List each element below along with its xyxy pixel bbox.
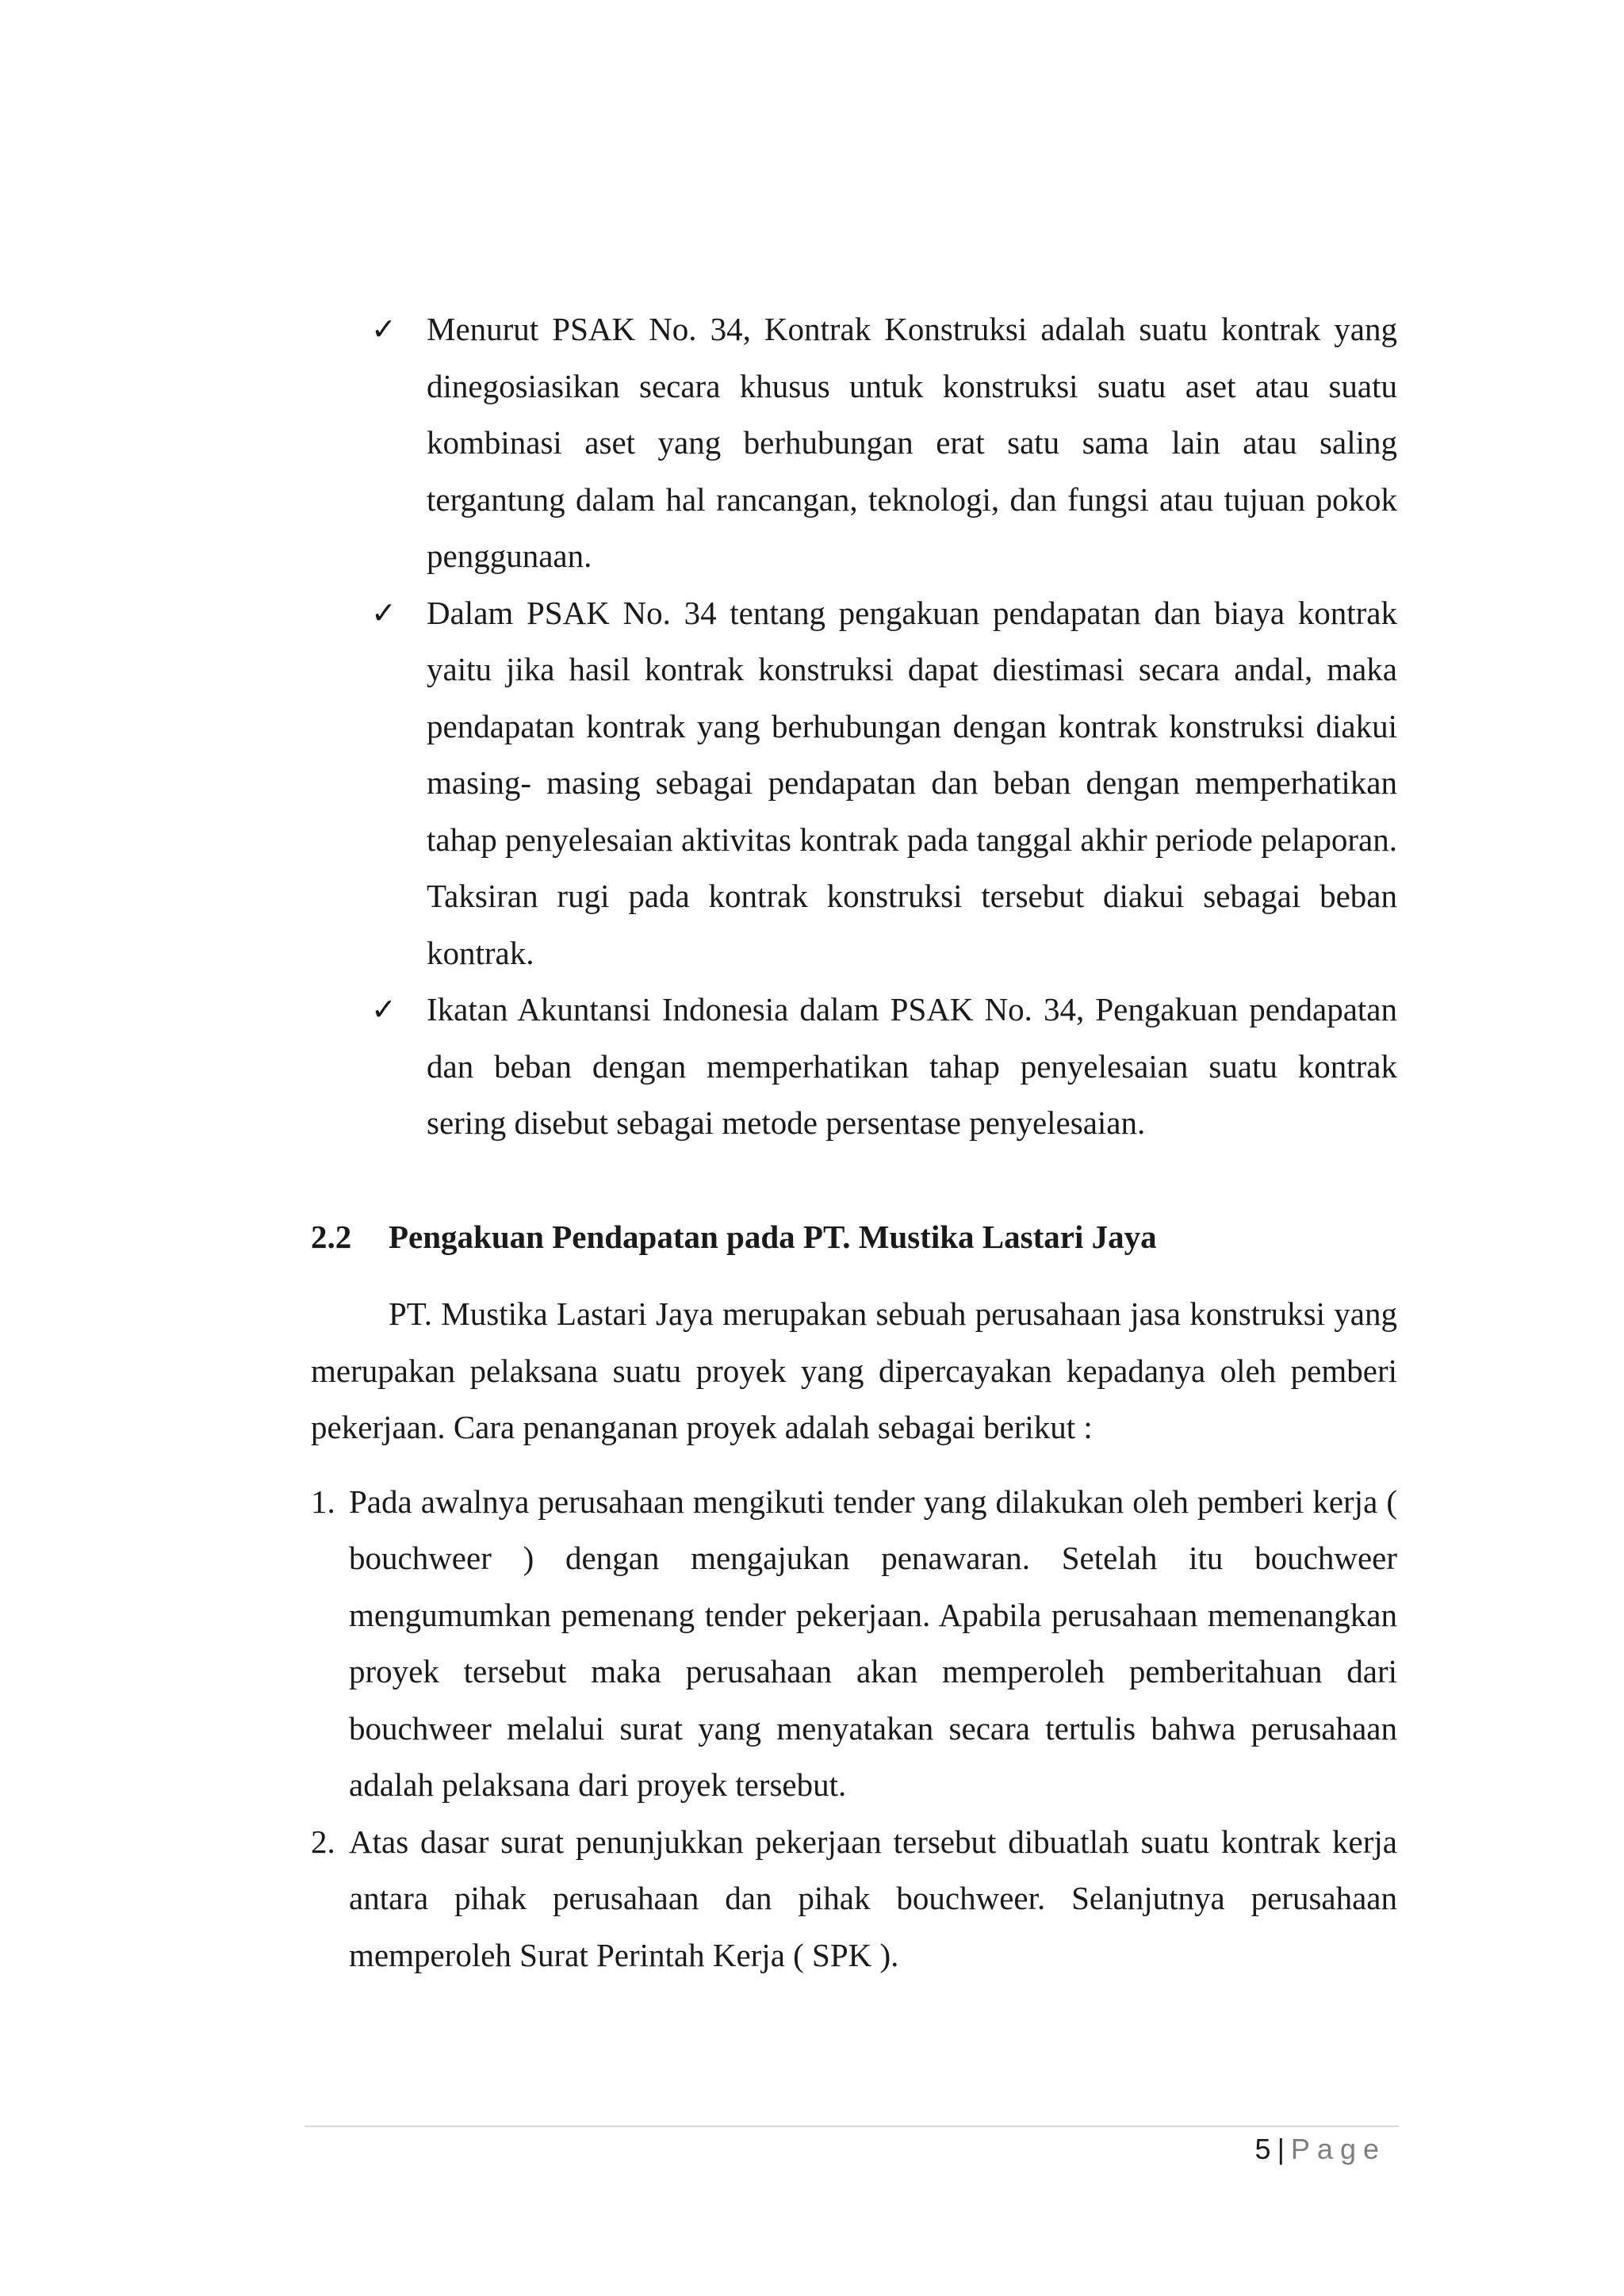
check-mark-icon: ✓ <box>371 992 396 1027</box>
check-mark-icon: ✓ <box>371 312 396 346</box>
footer-separator: | <box>1277 2133 1285 2165</box>
item-text: Pada awalnya perusahaan mengikuti tender yang dilakukan oleh pemberi kerja ( bouchweer ) dengan mengajukan penawaran. Setelah itu bouchweer mengumumkan pemenang tender pekerjaan. Apabila perusahaan memenangkan proyek tersebut maka perusahaan akan memperoleh pemberitahuan dari bouchweer melalui surat yang menyatakan secara tertulis bahwa perusahaan adalah pelaksana dari proyek tersebut. <box>349 1483 1397 1803</box>
section-title: Pengakuan Pendapatan pada PT. Mustika Lastari Jaya <box>389 1218 1157 1255</box>
page-footer <box>1255 2130 1386 2169</box>
page-number: 5 <box>1254 2133 1271 2165</box>
numbered-list <box>311 1474 1397 1984</box>
checklist <box>311 301 1397 1152</box>
item-number: 2. <box>311 1823 335 1860</box>
list-item <box>311 301 1397 585</box>
check-mark-icon: ✓ <box>371 595 396 630</box>
footer-divider <box>304 2126 1399 2127</box>
list-item <box>311 1474 1397 1814</box>
list-item <box>311 982 1397 1152</box>
bullet-text: Ikatan Akuntansi Indonesia dalam PSAK No. 34, Pengakuan pendapatan dan beban dengan memperhatikan tahap penyelesaian suatu kontrak sering disebut sebagai metode persentase penyelesaian. <box>427 991 1397 1141</box>
item-text: Atas dasar surat penunjukkan pekerjaan tersebut dibuatlah suatu kontrak kerja antara pihak perusahaan dan pihak bouchweer. Selanjutnya perusahaan memperoleh Surat Perintah Kerja ( SPK ). <box>349 1823 1397 1973</box>
item-number: 1. <box>311 1483 335 1520</box>
list-item <box>311 1814 1397 1984</box>
bullet-text: Menurut PSAK No. 34, Kontrak Konstruksi adalah suatu kontrak yang dinegosiasikan secara khusus untuk konstruksi suatu aset atau suatu kombinasi aset yang berhubungan erat satu sama lain atau saling tergantung dalam hal rancangan, teknologi, dan fungsi atau tujuan pokok penggunaan. <box>427 311 1397 574</box>
bullet-text: Dalam PSAK No. 34 tentang pengakuan pendapatan dan biaya kontrak yaitu jika hasil kontrak konstruksi dapat diestimasi secara andal, maka pendapatan kontrak yang berhubungan dengan kontrak konstruksi diakui masing- masing sebagai pendapatan dan beban dengan memperhatikan tahap penyelesaian aktivitas kontrak pada tanggal akhir periode pelaporan. Taksiran rugi pada kontrak konstruksi tersebut diakui sebagai beban kontrak. <box>427 594 1397 971</box>
section-number: 2.2 <box>311 1218 352 1255</box>
body-paragraph: PT. Mustika Lastari Jaya merupakan sebuah perusahaan jasa konstruksi yang merupakan pelaksana suatu proyek yang dipercayakan kepadanya oleh pemberi pekerjaan. Cara penanganan proyek adalah sebagai berikut : <box>311 1295 1397 1445</box>
section-heading <box>311 1209 1397 1266</box>
page-label: Page <box>1290 2133 1386 2165</box>
list-item <box>311 585 1397 982</box>
page-content <box>311 301 1397 1984</box>
